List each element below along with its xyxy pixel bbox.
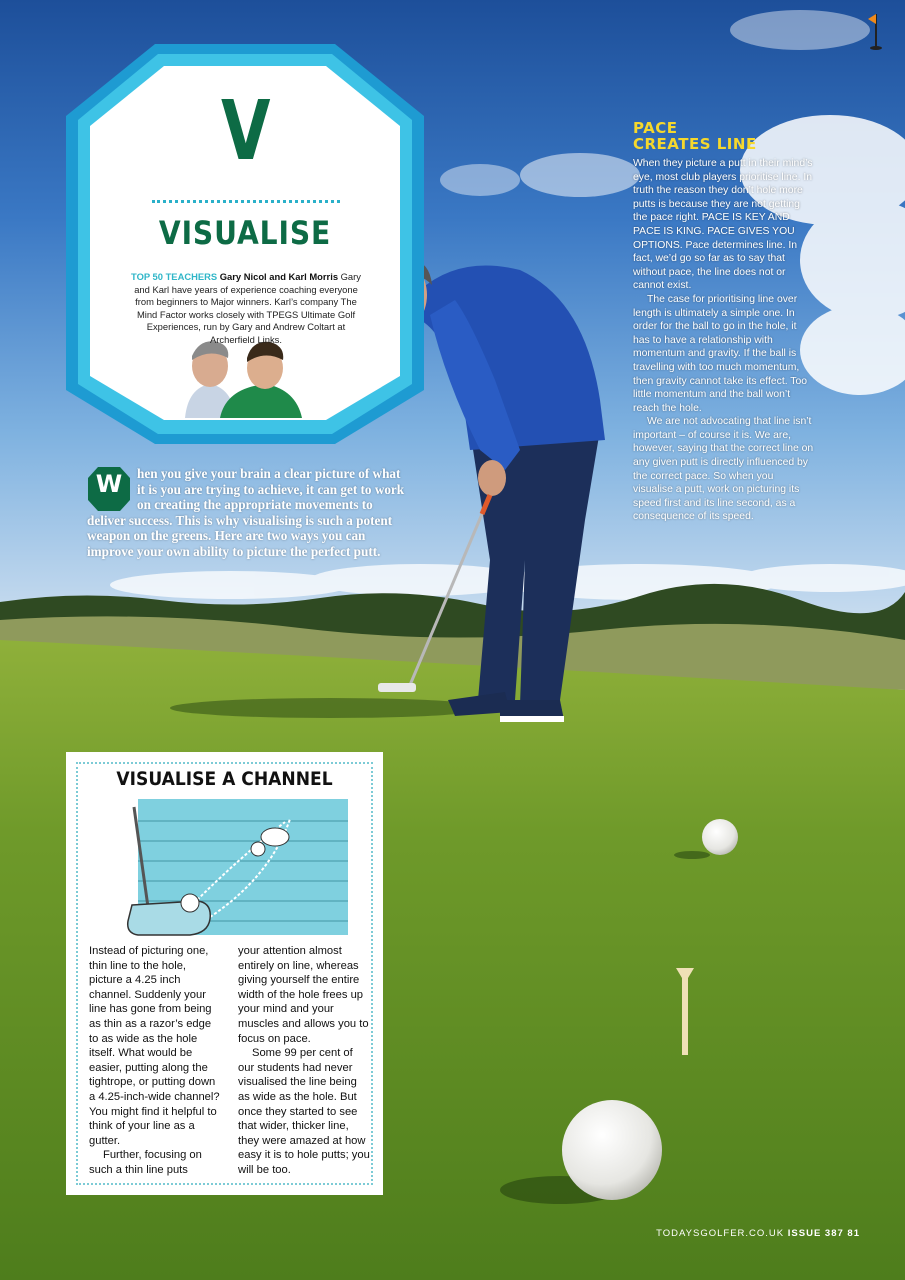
badge-bio-text: Gary and Karl have years of experience coaching everyone from beginners to Major winners. Karl’s company The Mind Factor works closely with TPEGS Ultimate Golf Experiences, run by Gary and Andrew Coltart at Archerfield Links. bbox=[134, 271, 361, 345]
badge-divider bbox=[152, 200, 340, 203]
badge-kicker: TOP 50 TEACHERS bbox=[131, 271, 218, 282]
boxout-column-2 bbox=[238, 944, 370, 1178]
footer-issue: ISSUE 387 bbox=[787, 1228, 844, 1239]
pace-paragraph-1: When they picture a putt in their mind’s eye, most club players prioritise line. In truth the reason they don’t hole more putts is because they are not getting the pace right. PACE IS KEY AND PACE IS KING. PACE GIVES YOU OPTIONS. Pace determines line. In fact, we’d go so far as to say that without pace, the line does not or cannot exist. bbox=[633, 158, 813, 292]
badge-title: VISUALISE bbox=[158, 214, 332, 252]
badge-names: Gary Nicol and Karl Morris bbox=[219, 271, 339, 282]
footer-page-number: 81 bbox=[847, 1228, 860, 1239]
pace-heading-line1: PACE bbox=[633, 119, 678, 137]
pace-heading-line2: CREATES LINE bbox=[633, 135, 757, 153]
pace-heading bbox=[633, 120, 833, 152]
boxout-col2-p2: Some 99 per cent of our students had never visualised the line being as wide as the hole. But once they started to see that wider, thicker line, they were amazed at how easy it is to hole putts; you will be too. bbox=[238, 1047, 370, 1176]
boxout-col2-p1: your attention almost entirely on line, whereas giving yourself the entire width of the hole frees up your mind and your muscles and allows you to focus on pace. bbox=[238, 945, 369, 1045]
footer-site: TODAYSGOLFER.CO.UK bbox=[656, 1228, 785, 1239]
intro-text: hen you give your brain a clear picture of what it is you are trying to achieve, it can get to work on creating the appropriate movements to deliver success. This is why visualising is such a potent weapon on the greens. Here are two ways you can improve your own ability to picture the perfect putt. bbox=[87, 466, 405, 559]
badge-letter: V bbox=[221, 84, 269, 179]
boxout-title: VISUALISE A CHANNEL bbox=[116, 768, 333, 790]
boxout-column-1 bbox=[89, 944, 221, 1178]
badge-bio bbox=[126, 271, 366, 346]
dropcap-letter: W bbox=[95, 470, 123, 498]
pace-paragraph-3: We are not advocating that line isn’t important – of course it is. We are, however, saying that the correct line on any given putt is directly influenced by the correct pace. So when you visualise a putt, work on picturing its speed first and its line second, as a consequence of its speed. bbox=[633, 416, 814, 523]
intro-paragraph bbox=[87, 466, 407, 560]
boxout-col1-p2: Further, focusing on such a thin line puts bbox=[89, 1149, 202, 1176]
pace-body bbox=[633, 157, 815, 524]
pace-paragraph-2: The case for prioritising line over length is ultimately a simple one. In order for the ball to go in the hole, it has to have a relationship with momentum and gravity. If the ball is travelling with too much momentum, then gravity cannot take its effect. Too little momentum and the ball won’t reach the hole. bbox=[633, 293, 808, 414]
flag-icon bbox=[866, 10, 888, 52]
channel-illustration bbox=[120, 797, 352, 939]
boxout-col1-p1: Instead of picturing one, thin line to the hole, picture a 4.25 inch channel. Suddenly your line has gone from being as thin as a razor’s edge to as wide as the hole itself. What would be easier, putting along the tightrope, or putting down a 4.25-inch-wide channel? You might find it helpful to think of your line as a gutter. bbox=[89, 945, 220, 1147]
page-footer bbox=[640, 1228, 860, 1239]
